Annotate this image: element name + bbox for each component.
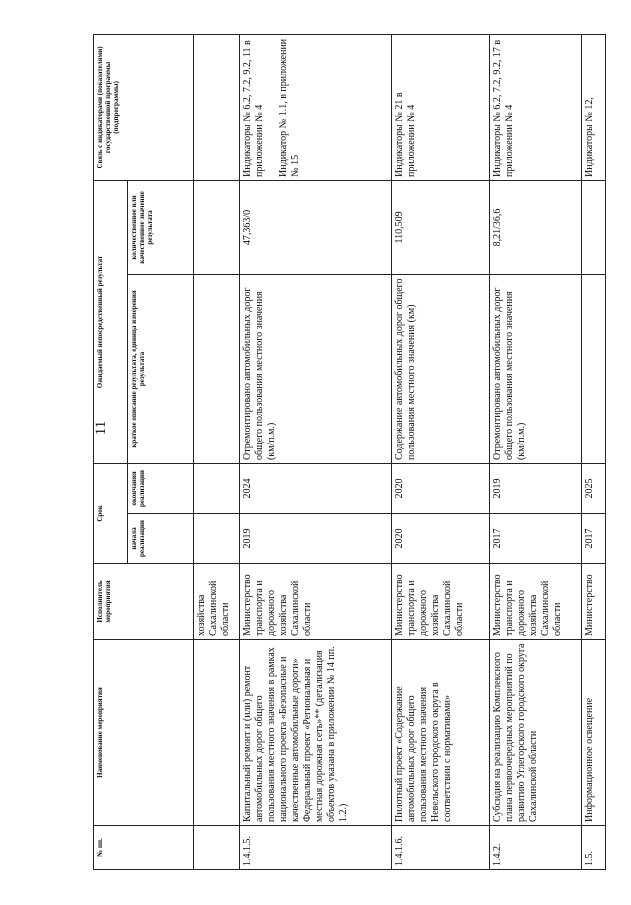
cell-desc: Содержание автомобильных дорог общего пользования местного значения (км) [392, 274, 490, 463]
cell-link: Индикаторы № 6.2, 7.2, 9.2, 11 в приложении № 4 Индикатор № 1.1, в приложении № 15 [240, 34, 392, 180]
header-term-start: начала реализации [128, 514, 194, 564]
cell-link [194, 34, 240, 180]
cell-end: 2024 [240, 463, 392, 513]
cell-num: 1.5. [582, 826, 606, 870]
cell-end: 2019 [490, 463, 582, 513]
cell-name: Субсидия на реализацию Комплексного плана первоочередных мероприятий по развитию Углегорского городского округа Сахалинской области [490, 640, 582, 826]
cell-num: 1.4.1.5. [240, 826, 392, 870]
cell-link: Индикаторы № 6.2, 7.2, 9.2, 17 в приложении № 4 [490, 34, 582, 180]
cell-value: 110,509 [392, 180, 490, 274]
cell-num: 1.4.2. [490, 826, 582, 870]
cell-executor: Министерство транспорта и дорожного хозяйства Сахалинской области [240, 564, 392, 640]
table-row [240, 34, 392, 869]
cell-end: 2020 [392, 463, 490, 513]
cell-start: 2017 [582, 514, 606, 564]
cell-name: Пилотный проект «Содержание автомобильных дорог общего пользования местного значения Невельского городского округа в соответствии с нормативами» [392, 640, 490, 826]
cell-num: 1.4.1.6. [392, 826, 490, 870]
cell-desc [582, 274, 606, 463]
header-term-end: окончания реализации [128, 463, 194, 513]
cell-link: Индикаторы № 12, [582, 34, 606, 180]
cell-desc [194, 274, 240, 463]
cell-value [582, 180, 606, 274]
header-result-desc: краткое описание результата, единица измерения результата [128, 274, 194, 463]
cell-end [194, 463, 240, 513]
cell-num [194, 826, 240, 870]
cell-desc: Отремонтировано автомобильных дорог общего пользования местного значения (км/п.м.) [490, 274, 582, 463]
cell-name: Информационное освещение [582, 640, 606, 826]
header-link: Связь с индикаторами (показателями) государственной программы (подпрограммы) [94, 34, 194, 180]
cell-executor: хозяйства Сахалинской области [194, 564, 240, 640]
cell-value [194, 180, 240, 274]
header-result-value: количественное или качественное значение результата [128, 180, 194, 274]
table-row [392, 34, 490, 869]
header-name: Наименование мероприятия [94, 640, 194, 826]
cell-start [194, 514, 240, 564]
table-row [582, 34, 606, 869]
cell-executor: Министерство [582, 564, 606, 640]
cell-value: 8,21/36,6 [490, 180, 582, 274]
cell-start: 2017 [490, 514, 582, 564]
cell-executor: Министерство транспорта и дорожного хозяйства Сахалинской области [490, 564, 582, 640]
header-num: № пп. [94, 826, 194, 870]
cell-desc: Отремонтировано автомобильных дорог общего пользования местного значения (км/п.м.) [240, 274, 392, 463]
cell-executor: Министерство транспорта и дорожного хозяйства Сахалинской области [392, 564, 490, 640]
page-number: 11 [93, 420, 109, 436]
table-row [194, 34, 240, 869]
cell-name [194, 640, 240, 826]
cell-value: 47,363/0 [240, 180, 392, 274]
cell-link: Индикаторы № 21 в приложении № 4 [392, 34, 490, 180]
cell-name: Капитальный ремонт и (или) ремонт автомобильных дорог общего пользования местного значения в рамках национального проекта «Безопасные и качественные автомобильные дороги» Федеральный проект «Региональная и местная дорожная сеть»** (детализация объектов указана в приложении № 14 пп. 1.2.) [240, 640, 392, 826]
measures-table [93, 34, 606, 870]
cell-end: 2025 [582, 463, 606, 513]
table-row [490, 34, 582, 869]
rotated-page-content [93, 35, 604, 870]
header-executor: Исполнитель мероприятия [94, 564, 194, 640]
header-result: Ожидаемый непосредственный результат [94, 180, 128, 463]
header-term: Срок [94, 463, 128, 563]
cell-start: 2020 [392, 514, 490, 564]
cell-start: 2019 [240, 514, 392, 564]
